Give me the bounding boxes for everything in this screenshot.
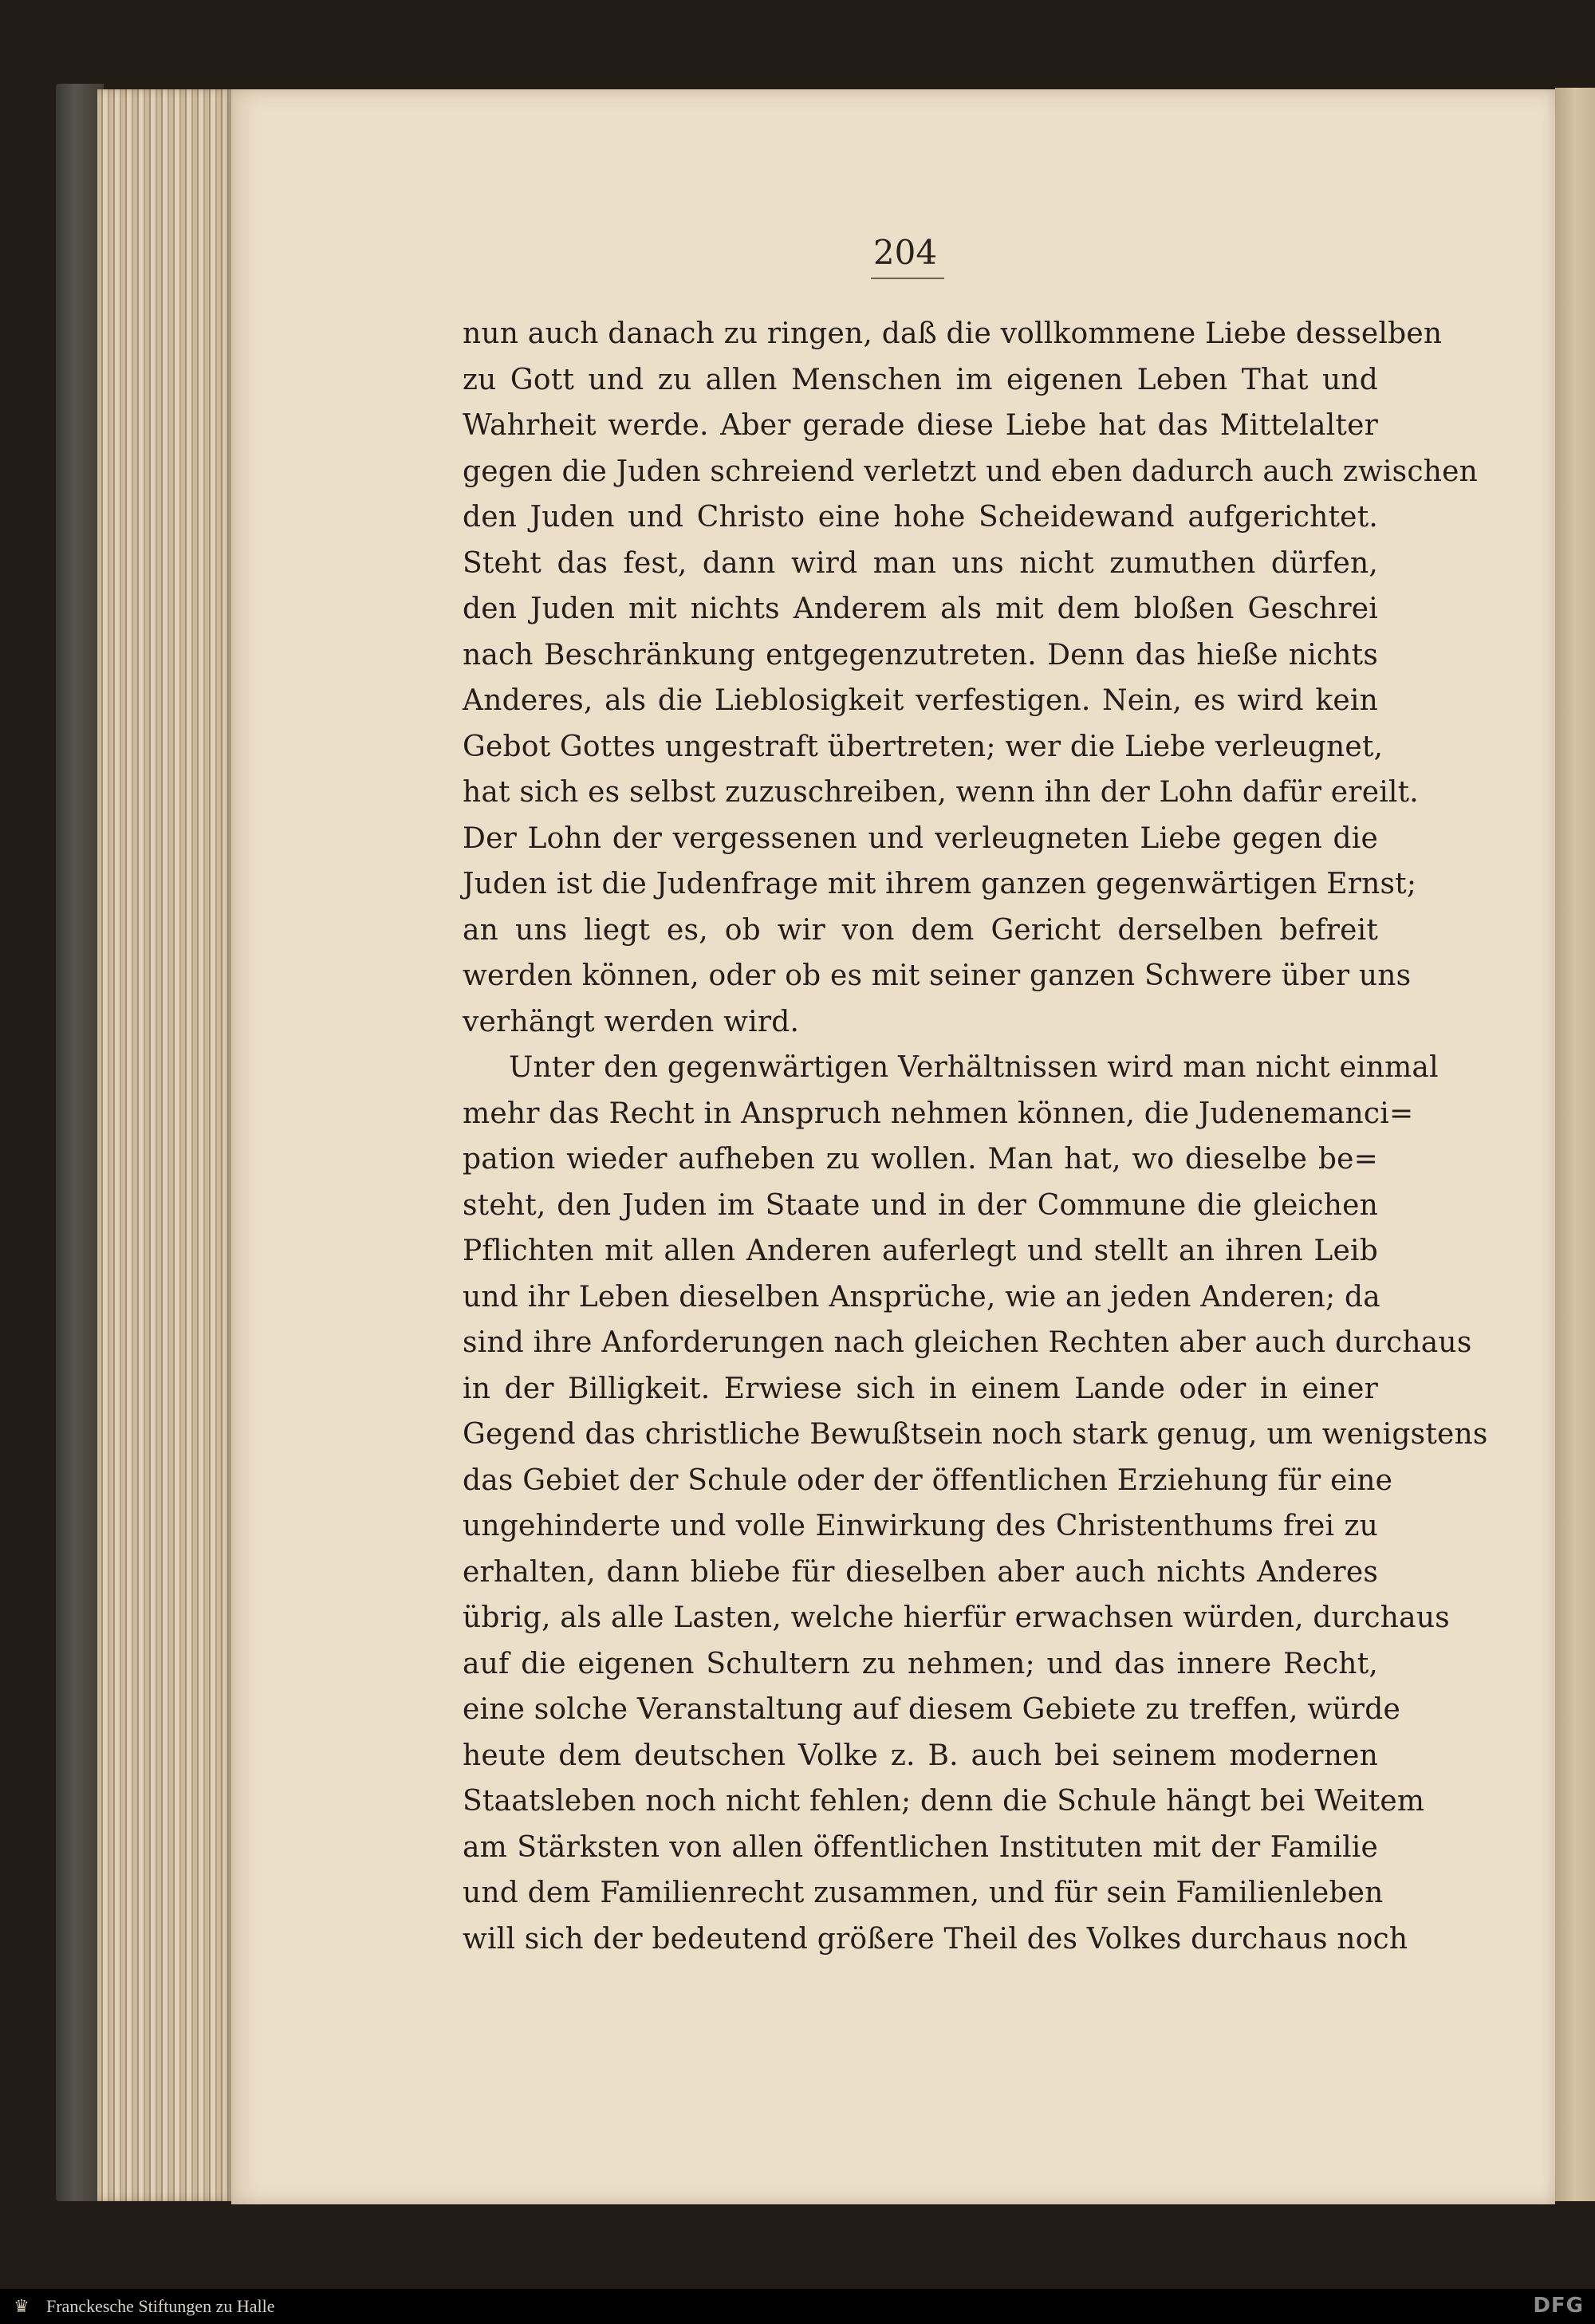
- text-line: Gebot Gottes ungestraft übertreten; wer die Liebe verleugnet,: [463, 730, 1384, 763]
- text-line: ungehinderte und volle Einwirkung des Christenthums frei zu: [463, 1510, 1378, 1542]
- text-line: den Juden und Christo eine hohe Scheidewand aufgerichtet.: [463, 501, 1378, 534]
- body-text: [463, 311, 1488, 1962]
- text-line: Pflichten mit allen Anderen auferlegt und stellt an ihren Leib: [463, 1235, 1378, 1267]
- text-line: Steht das fest, dann wird man uns nicht zumuthen dürfen,: [463, 546, 1378, 580]
- text-line: erhalten, dann bliebe für dieselben aber auch nichts Anderes: [463, 1555, 1378, 1589]
- text-line: verhängt werden wird.: [463, 1005, 800, 1038]
- text-line: übrig, als alle Lasten, welche hierfür erwachsen würden, durchaus: [463, 1601, 1450, 1634]
- text-line: zu Gott und zu allen Menschen im eigenen Leben That und: [463, 363, 1378, 396]
- text-line: den Juden mit nichts Anderem als mit dem bloßen Geschrei: [463, 593, 1378, 625]
- text-line: heute dem deutschen Volke z. B. auch bei seinem modernen: [463, 1739, 1378, 1772]
- facing-page-edge: [1555, 88, 1595, 2201]
- text-line: und ihr Leben dieselben Ansprüche, wie an jeden Anderen; da: [463, 1280, 1380, 1314]
- text-line: und dem Familienrecht zusammen, und für sein Familienleben: [463, 1877, 1384, 1909]
- text-line: pation wieder aufheben zu wollen. Man hat, wo dieselbe be=: [463, 1143, 1378, 1176]
- text-line: Juden ist die Judenfrage mit ihrem ganzen gegenwärtigen Ernst;: [463, 868, 1417, 900]
- text-line: gegen die Juden schreiend verletzt und eben dadurch auch zwischen: [463, 455, 1478, 488]
- text-line: mehr das Recht in Anspruch nehmen können, die Judenemanci=: [463, 1097, 1414, 1130]
- text-line: am Stärksten von allen öffentlichen Instituten mit der Familie: [463, 1830, 1378, 1864]
- text-line: Der Lohn der vergessenen und verleugneten Liebe gegen die: [463, 821, 1378, 855]
- text-line: eine solche Veranstaltung auf diesem Gebiete zu treffen, würde: [463, 1693, 1400, 1726]
- text-line: Wahrheit werde. Aber gerade diese Liebe hat das Mittelalter: [463, 409, 1378, 442]
- text-line: Gegend das christliche Bewußtsein noch stark genug, um wenigstens: [463, 1418, 1488, 1451]
- text-line: will sich der bedeutend größere Theil des Volkes durchaus noch: [463, 1922, 1408, 1956]
- text-line: steht, den Juden im Staate und in der Commune die gleichen: [463, 1188, 1378, 1222]
- book-cover-edge: [56, 84, 104, 2201]
- text-line: Anderes, als die Lieblosigkeit verfestigen. Nein, es wird kein: [463, 684, 1378, 717]
- text-line: Unter den gegenwärtigen Verhältnissen wird man nicht einmal: [509, 1051, 1439, 1084]
- text-line: das Gebiet der Schule oder der öffentlichen Erziehung für eine: [463, 1463, 1393, 1497]
- text-line: hat sich es selbst zuzuschreiben, wenn ihn der Lohn dafür ereilt.: [463, 776, 1419, 809]
- text-line: an uns liegt es, ob wir von dem Gericht derselben befreit: [463, 913, 1378, 947]
- page-number: 204: [872, 233, 938, 272]
- page-number-rule: [871, 278, 944, 279]
- text-line: werden können, oder ob es mit seiner ganzen Schwere über uns: [463, 959, 1412, 992]
- footer-bar: [0, 2289, 1595, 2324]
- text-line: sind ihre Anforderungen nach gleichen Rechten aber auch durchaus: [463, 1326, 1472, 1359]
- footer-institution: Franckesche Stiftungen zu Halle: [46, 2296, 275, 2316]
- page-edges: [97, 89, 233, 2201]
- footer-mark: DFG: [1533, 2294, 1584, 2318]
- text-line: nach Beschränkung entgegenzutreten. Denn das hieße nichts: [463, 638, 1378, 672]
- institution-logo-icon: ♛: [14, 2297, 30, 2317]
- text-line: auf die eigenen Schultern zu nehmen; und das innere Recht,: [463, 1647, 1378, 1680]
- text-line: Staatsleben noch nicht fehlen; denn die Schule hängt bei Weitem: [463, 1785, 1425, 1818]
- text-line: in der Billigkeit. Erwiese sich in einem Lande oder in einer: [463, 1372, 1378, 1405]
- text-line: nun auch danach zu ringen, daß die vollkommene Liebe desselben: [463, 317, 1443, 350]
